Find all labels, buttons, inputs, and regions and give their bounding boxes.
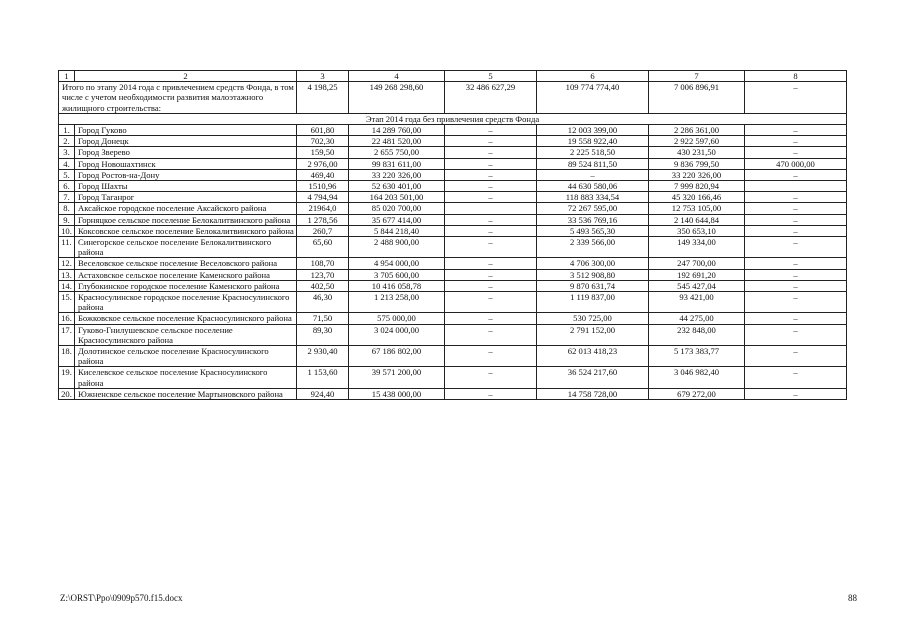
row-c7: 93 421,00 bbox=[649, 292, 745, 313]
row-c8: – bbox=[745, 203, 847, 214]
row-name: Гуково-Гнилушевское сельское поселение Красносулинского района bbox=[75, 324, 297, 345]
row-c3: 108,70 bbox=[297, 258, 349, 269]
row-c8: – bbox=[745, 324, 847, 345]
row-c7: 149 334,00 bbox=[649, 237, 745, 258]
row-c3: 65,60 bbox=[297, 237, 349, 258]
row-c8: – bbox=[745, 313, 847, 324]
row-number: 2. bbox=[59, 136, 75, 147]
row-name: Город Гуково bbox=[75, 125, 297, 136]
row-c5: – bbox=[445, 324, 537, 345]
row-number: 20. bbox=[59, 388, 75, 399]
row-number: 16. bbox=[59, 313, 75, 324]
table-row bbox=[59, 346, 847, 367]
row-c4: 85 020 700,00 bbox=[349, 203, 445, 214]
col-header-8: 8 bbox=[745, 71, 847, 82]
row-c7: 44 275,00 bbox=[649, 313, 745, 324]
table-row bbox=[59, 181, 847, 192]
row-name: Долотинское сельское поселение Красносулинского района bbox=[75, 346, 297, 367]
row-c3: 71,50 bbox=[297, 313, 349, 324]
row-c3: 123,70 bbox=[297, 269, 349, 280]
total-row-c8: – bbox=[745, 82, 847, 114]
row-c6: 14 758 728,00 bbox=[537, 388, 649, 399]
row-name: Город Донецк bbox=[75, 136, 297, 147]
row-c8: – bbox=[745, 147, 847, 158]
row-c7: 192 691,20 bbox=[649, 269, 745, 280]
row-c6: 12 003 399,00 bbox=[537, 125, 649, 136]
table-row bbox=[59, 292, 847, 313]
column-number-row bbox=[59, 71, 847, 82]
table-row bbox=[59, 125, 847, 136]
row-c5: – bbox=[445, 388, 537, 399]
row-c6: 36 524 217,60 bbox=[537, 367, 649, 388]
row-c8: 470 000,00 bbox=[745, 158, 847, 169]
table-row bbox=[59, 192, 847, 203]
row-name: Город Таганрог bbox=[75, 192, 297, 203]
table-row bbox=[59, 367, 847, 388]
row-number: 10. bbox=[59, 225, 75, 236]
row-c3: 159,50 bbox=[297, 147, 349, 158]
row-c7: 2 286 361,00 bbox=[649, 125, 745, 136]
row-c4: 35 677 414,00 bbox=[349, 214, 445, 225]
total-row-c7: 7 006 896,91 bbox=[649, 82, 745, 114]
row-c5: – bbox=[445, 280, 537, 291]
row-c3: 4 794,94 bbox=[297, 192, 349, 203]
row-c8: – bbox=[745, 346, 847, 367]
row-c6: 62 013 418,23 bbox=[537, 346, 649, 367]
row-c6: – bbox=[537, 169, 649, 180]
row-c3: 89,30 bbox=[297, 324, 349, 345]
row-name: Аксайское городское поселение Аксайского района bbox=[75, 203, 297, 214]
row-c5: – bbox=[445, 269, 537, 280]
row-c6: 1 119 837,00 bbox=[537, 292, 649, 313]
row-c4: 52 630 401,00 bbox=[349, 181, 445, 192]
row-c3: 1 278,56 bbox=[297, 214, 349, 225]
row-c5: – bbox=[445, 136, 537, 147]
table-row bbox=[59, 147, 847, 158]
row-number: 15. bbox=[59, 292, 75, 313]
row-c8: – bbox=[745, 136, 847, 147]
row-name: Южненское сельское поселение Мартыновского района bbox=[75, 388, 297, 399]
row-c3: 702,30 bbox=[297, 136, 349, 147]
total-row-label: Итого по этапу 2014 года с привлечением средств Фонда, в том числе с учетом необходимости развития малоэтажного жилищного строительства: bbox=[59, 82, 297, 114]
row-name: Синегорское сельское поселение Белокалитвинского района bbox=[75, 237, 297, 258]
row-c4: 39 571 200,00 bbox=[349, 367, 445, 388]
row-c7: 5 173 383,77 bbox=[649, 346, 745, 367]
row-c4: 164 203 501,00 bbox=[349, 192, 445, 203]
row-c4: 10 416 058,78 bbox=[349, 280, 445, 291]
row-c8: – bbox=[745, 292, 847, 313]
total-row-c5: 32 486 627,29 bbox=[445, 82, 537, 114]
row-name: Город Ростов-на-Дону bbox=[75, 169, 297, 180]
row-c4: 3 024 000,00 bbox=[349, 324, 445, 345]
row-c5: – bbox=[445, 292, 537, 313]
row-number: 12. bbox=[59, 258, 75, 269]
row-c3: 1 153,60 bbox=[297, 367, 349, 388]
row-number: 18. bbox=[59, 346, 75, 367]
col-header-5: 5 bbox=[445, 71, 537, 82]
table-body bbox=[59, 71, 847, 400]
row-c5: – bbox=[445, 225, 537, 236]
row-c4: 575 000,00 bbox=[349, 313, 445, 324]
row-number: 6. bbox=[59, 181, 75, 192]
row-c7: 7 999 820,94 bbox=[649, 181, 745, 192]
row-c4: 15 438 000,00 bbox=[349, 388, 445, 399]
row-c3: 402,50 bbox=[297, 280, 349, 291]
row-c4: 22 481 520,00 bbox=[349, 136, 445, 147]
row-c8 bbox=[745, 181, 847, 192]
row-c3: 1510,96 bbox=[297, 181, 349, 192]
col-header-7: 7 bbox=[649, 71, 745, 82]
row-c7: 247 700,00 bbox=[649, 258, 745, 269]
row-c7: 679 272,00 bbox=[649, 388, 745, 399]
row-c5: – bbox=[445, 367, 537, 388]
row-c5: – bbox=[445, 125, 537, 136]
row-c6: 9 870 631,74 bbox=[537, 280, 649, 291]
row-c8: – bbox=[745, 269, 847, 280]
row-c4: 99 831 611,00 bbox=[349, 158, 445, 169]
row-number: 14. bbox=[59, 280, 75, 291]
row-c7: 12 753 105,00 bbox=[649, 203, 745, 214]
row-c6: 2 791 152,00 bbox=[537, 324, 649, 345]
row-name: Красносулинское городское поселение Красносулинского района bbox=[75, 292, 297, 313]
row-name: Астаховское сельское поселение Каменского района bbox=[75, 269, 297, 280]
col-header-3: 3 bbox=[297, 71, 349, 82]
row-number: 5. bbox=[59, 169, 75, 180]
row-c4: 4 954 000,00 bbox=[349, 258, 445, 269]
row-number: 13. bbox=[59, 269, 75, 280]
row-c4: 33 220 326,00 bbox=[349, 169, 445, 180]
row-c4: 3 705 600,00 bbox=[349, 269, 445, 280]
stage-title-row bbox=[59, 113, 847, 124]
table-row bbox=[59, 158, 847, 169]
row-c3: 2 930,40 bbox=[297, 346, 349, 367]
row-c8: – bbox=[745, 214, 847, 225]
row-c8: – bbox=[745, 169, 847, 180]
stage-title: Этап 2014 года без привлечения средств Фонда bbox=[59, 113, 847, 124]
row-name: Киселевское сельское поселение Красносулинского района bbox=[75, 367, 297, 388]
row-number: 4. bbox=[59, 158, 75, 169]
row-c6: 5 493 565,30 bbox=[537, 225, 649, 236]
total-row-c3: 4 198,25 bbox=[297, 82, 349, 114]
row-c7: 2 140 644,84 bbox=[649, 214, 745, 225]
table-row bbox=[59, 169, 847, 180]
row-c4: 1 213 258,00 bbox=[349, 292, 445, 313]
row-c7: 3 046 982,40 bbox=[649, 367, 745, 388]
row-c3: 469,40 bbox=[297, 169, 349, 180]
row-c4: 2 488 900,00 bbox=[349, 237, 445, 258]
row-c7: 2 922 597,60 bbox=[649, 136, 745, 147]
row-c6: 118 883 334,54 bbox=[537, 192, 649, 203]
row-c6: 3 512 908,80 bbox=[537, 269, 649, 280]
col-header-6: 6 bbox=[537, 71, 649, 82]
row-number: 1. bbox=[59, 125, 75, 136]
row-c5 bbox=[445, 203, 537, 214]
row-c6: 72 267 595,00 bbox=[537, 203, 649, 214]
row-c3: 260,7 bbox=[297, 225, 349, 236]
table-row bbox=[59, 136, 847, 147]
row-c8: – bbox=[745, 388, 847, 399]
row-c6: 2 225 518,50 bbox=[537, 147, 649, 158]
row-c6: 44 630 580,06 bbox=[537, 181, 649, 192]
row-c8: – bbox=[745, 237, 847, 258]
row-c6: 19 558 922,40 bbox=[537, 136, 649, 147]
table-row bbox=[59, 280, 847, 291]
row-c6: 2 339 566,00 bbox=[537, 237, 649, 258]
row-c7: 430 231,50 bbox=[649, 147, 745, 158]
row-c5: – bbox=[445, 181, 537, 192]
table-row bbox=[59, 214, 847, 225]
row-name: Коксовское сельское поселение Белокалитвинского района bbox=[75, 225, 297, 236]
row-c3: 924,40 bbox=[297, 388, 349, 399]
footer-file-path: Z:\ORST\Ppo\0909p570.f15.docx bbox=[60, 593, 183, 603]
row-c3: 2 976,00 bbox=[297, 158, 349, 169]
row-c7: 545 427,04 bbox=[649, 280, 745, 291]
row-c4: 14 289 760,00 bbox=[349, 125, 445, 136]
row-c5: – bbox=[445, 346, 537, 367]
row-c8: – bbox=[745, 125, 847, 136]
row-c8: – bbox=[745, 225, 847, 236]
row-c6: 33 536 769,16 bbox=[537, 214, 649, 225]
table-row bbox=[59, 237, 847, 258]
total-row-c6: 109 774 774,40 bbox=[537, 82, 649, 114]
row-c3: 21964,0 bbox=[297, 203, 349, 214]
row-name: Горняцкое сельское поселение Белокалитвинского района bbox=[75, 214, 297, 225]
row-c5: – bbox=[445, 258, 537, 269]
row-c5: – bbox=[445, 169, 537, 180]
table-row bbox=[59, 269, 847, 280]
row-c5: – bbox=[445, 313, 537, 324]
footer-page-number: 88 bbox=[848, 593, 857, 603]
row-number: 3. bbox=[59, 147, 75, 158]
row-c8: – bbox=[745, 280, 847, 291]
row-c5: – bbox=[445, 192, 537, 203]
row-c8: – bbox=[745, 258, 847, 269]
row-c8: – bbox=[745, 192, 847, 203]
row-name: Божковское сельское поселение Красносулинского района bbox=[75, 313, 297, 324]
row-c6: 4 706 300,00 bbox=[537, 258, 649, 269]
row-name: Веселовское сельское поселение Веселовского района bbox=[75, 258, 297, 269]
row-number: 19. bbox=[59, 367, 75, 388]
table-row bbox=[59, 313, 847, 324]
row-c7: 33 220 326,00 bbox=[649, 169, 745, 180]
table-row bbox=[59, 258, 847, 269]
row-c3: 601,80 bbox=[297, 125, 349, 136]
row-c7: 232 848,00 bbox=[649, 324, 745, 345]
row-c3: 46,30 bbox=[297, 292, 349, 313]
row-c5: – bbox=[445, 214, 537, 225]
row-c5: – bbox=[445, 147, 537, 158]
data-table bbox=[58, 70, 847, 400]
row-c4: 5 844 218,40 bbox=[349, 225, 445, 236]
row-number: 11. bbox=[59, 237, 75, 258]
row-name: Город Новошахтинск bbox=[75, 158, 297, 169]
col-header-1: 1 bbox=[59, 71, 75, 82]
row-name: Глубокинское городское поселение Каменского района bbox=[75, 280, 297, 291]
row-c7: 45 320 166,46 bbox=[649, 192, 745, 203]
row-c5: – bbox=[445, 237, 537, 258]
row-c6: 530 725,00 bbox=[537, 313, 649, 324]
col-header-4: 4 bbox=[349, 71, 445, 82]
row-c4: 2 655 750,00 bbox=[349, 147, 445, 158]
row-c4: 67 186 802,00 bbox=[349, 346, 445, 367]
table-row bbox=[59, 203, 847, 214]
row-number: 17. bbox=[59, 324, 75, 345]
table-row bbox=[59, 324, 847, 345]
row-name: Город Шахты bbox=[75, 181, 297, 192]
total-row bbox=[59, 82, 847, 114]
row-number: 9. bbox=[59, 214, 75, 225]
row-name: Город Зверево bbox=[75, 147, 297, 158]
col-header-2: 2 bbox=[75, 71, 297, 82]
row-c7: 350 653,10 bbox=[649, 225, 745, 236]
table-row bbox=[59, 225, 847, 236]
row-c8: – bbox=[745, 367, 847, 388]
table-row bbox=[59, 388, 847, 399]
total-row-c4: 149 268 298,60 bbox=[349, 82, 445, 114]
row-number: 7. bbox=[59, 192, 75, 203]
row-c5: – bbox=[445, 158, 537, 169]
row-number: 8. bbox=[59, 203, 75, 214]
row-c6: 89 524 811,50 bbox=[537, 158, 649, 169]
row-c7: 9 836 799,50 bbox=[649, 158, 745, 169]
